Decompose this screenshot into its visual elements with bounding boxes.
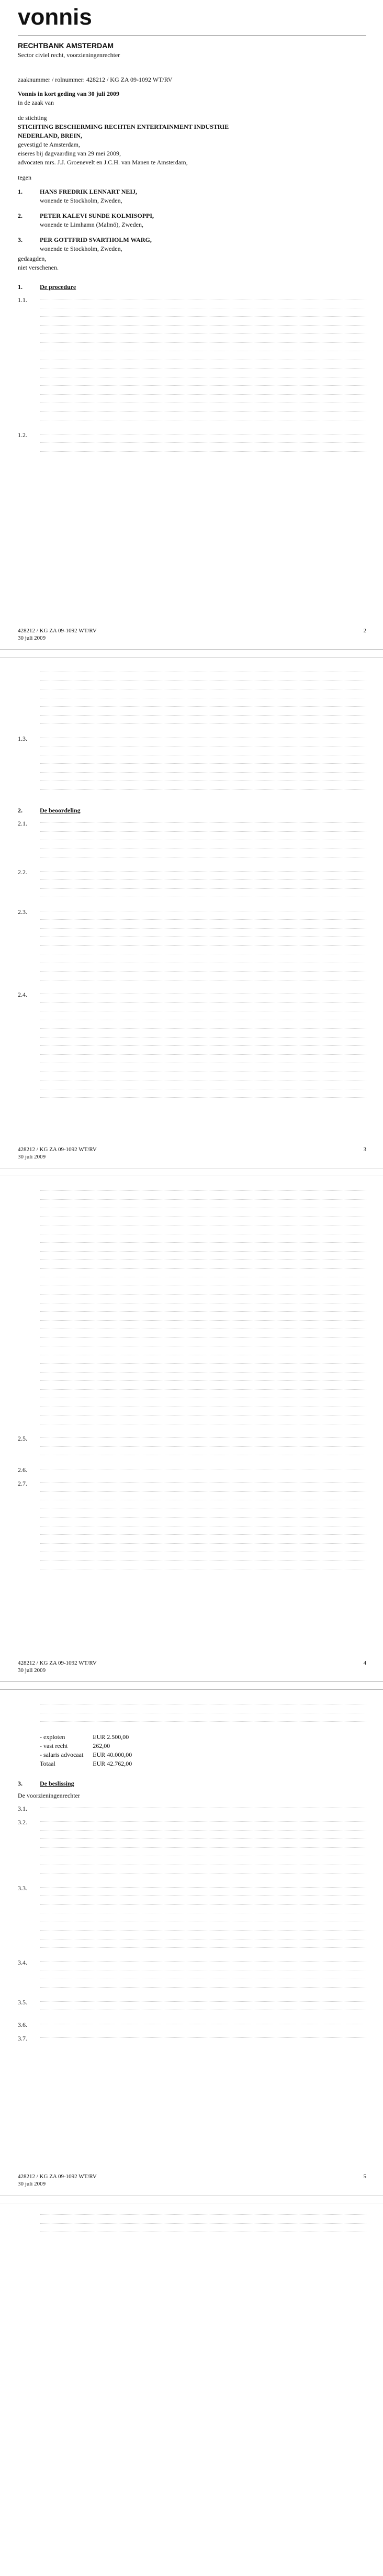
paragraph-text [40,2212,366,2238]
defendant-2 [18,212,366,230]
costs-intro [18,1701,366,1727]
cost-value: EUR 42.762,00 [93,1759,132,1767]
costs-row [40,1733,141,1742]
paragraph-text [40,1701,366,1727]
paragraph-number: 3.2. [18,1819,27,1826]
page-5 [0,2203,383,2576]
closing-paragraph [18,2212,366,2238]
defendant-number: 1. [18,188,22,195]
footer-case: 428212 / KG ZA 09-1092 WT/RV [18,628,97,634]
paragraph-text [40,2021,366,2030]
paragraph-2-2 [18,868,366,903]
page-separator [0,2195,383,2203]
page-separator [0,1168,383,1176]
paragraph-1-1 [18,296,366,426]
decision-item-3-6 [18,2021,366,2030]
costs-table [40,1733,141,1768]
decision-item-3-7 [18,2035,366,2044]
paragraph-number: 2.4. [18,991,27,998]
defendant-name: PETER KALEVI SUNDE KOLMISOPPI, [40,212,154,219]
cost-value: EUR 2.500,00 [93,1733,129,1741]
footer-page-number: 4 [363,1660,366,1666]
section-title: De beslissing [40,1779,74,1787]
paragraph-number: 3.1. [18,1804,27,1812]
page-3 [0,1176,383,1681]
paragraph-text [40,1480,366,1575]
defendant-name: PER GOTTFRID SVARTHOLM WARG, [40,236,152,243]
defendant-3 [18,236,366,254]
page-separator [0,649,383,657]
plaintiff-seat: gevestigd te Amsterdam, [18,141,80,148]
paragraph-number: 3.4. [18,1958,27,1966]
paragraph-text [40,1999,366,2016]
decision-item-3-3 [18,1884,366,1954]
section-title: De beoordeling [40,807,81,814]
court-sector: Sector civiel recht, voorzieningenrechter [18,51,120,59]
paragraph-text [40,2035,366,2044]
decision-item-3-4 [18,1959,366,1993]
section-heading-procedure [18,283,366,291]
costs-row [40,1742,141,1750]
paragraph-number: 2.6. [18,1466,27,1474]
paragraph-number: 3.6. [18,2021,27,2028]
cost-label: - salaris advocaat [40,1750,84,1758]
plaintiff-role: eiseres bij dagvaarding van 29 mei 2009, [18,150,121,157]
paragraph-text [40,1435,366,1461]
paragraph-1-3 [18,735,366,796]
defendant-number: 3. [18,236,22,243]
paragraph-text [40,735,366,796]
footer-page-number: 2 [363,628,366,634]
paragraph-text [40,296,366,426]
paragraph-number: 1.2. [18,431,27,439]
document-title: vonnis [18,4,92,30]
cost-label: - exploten [40,1733,65,1741]
page-2 [0,657,383,1168]
page-footer [18,2173,366,2188]
verdict-heading: Vonnis in kort geding van 30 juli 2009 [18,90,119,97]
paragraph-number: 2.5. [18,1435,27,1442]
paragraph-text [40,431,366,458]
page-4 [0,1690,383,2195]
paragraph-text [40,1188,366,1430]
paragraph-text [40,908,366,986]
footer-date: 30 juli 2009 [18,1667,46,1674]
decision-item-3-1 [18,1805,366,1814]
paragraph-2-5 [18,1435,366,1461]
costs-row [40,1750,141,1759]
plaintiff-name-line-2: NEDERLAND, BREIN, [18,132,83,139]
plaintiff-intro: de stichting [18,114,47,121]
page-footer [18,1659,366,1674]
paragraph-number: 1.1. [18,296,27,304]
plaintiff-block [18,114,366,166]
decision-item-3-5 [18,1999,366,2016]
cost-label: - vast recht [40,1742,68,1749]
against-label: tegen [18,174,31,181]
footer-date: 30 juli 2009 [18,635,46,641]
paragraph-number: 3.3. [18,1884,27,1892]
paragraph-2-6 [18,1466,366,1475]
paragraph-text [40,669,366,730]
costs-row [40,1759,141,1768]
paragraph-2-4 [18,991,366,1103]
paragraph-2-7 [18,1480,366,1575]
decision-intro: De voorzieningenrechter [18,1791,80,1799]
defendant-1 [18,188,366,206]
paragraph-number: 2.3. [18,908,27,916]
footer-case: 428212 / KG ZA 09-1092 WT/RV [18,2173,97,2180]
defendants-closing-1: gedaagden, [18,255,47,262]
paragraph-text [40,1884,366,1954]
paragraph-text [40,991,366,1103]
paragraph-continued [18,669,366,730]
section-title: De procedure [40,283,76,291]
paragraph-number: 3.5. [18,1998,27,2006]
section-number: 2. [18,807,22,814]
paragraph-text [40,1959,366,1993]
defendant-name: HANS FREDRIK LENNART NEIJ, [40,188,138,195]
footer-page-number: 5 [363,2173,366,2180]
paragraph-continued [18,1188,366,1430]
footer-date: 30 juli 2009 [18,2181,46,2187]
paragraph-number [18,2212,40,2238]
paragraph-2-1 [18,820,366,863]
paragraph-number: 2.7. [18,1480,27,1487]
cost-label: Totaal [40,1759,55,1767]
paragraph-number [18,1701,40,1727]
section-number: 1. [18,283,22,291]
section-heading-assessment [18,807,366,815]
page-separator [0,1681,383,1690]
defendant-residence: wonende te Stockholm, Zweden, [40,245,122,252]
footer-case: 428212 / KG ZA 09-1092 WT/RV [18,1146,97,1153]
case-number: zaaknummer / rolnummer: 428212 / KG ZA 09-1092 WT/RV [18,76,173,83]
paragraph-2-3 [18,908,366,986]
paragraph-number [18,1188,40,1430]
paragraph-number: 3.7. [18,2035,27,2042]
section-number: 3. [18,1779,22,1787]
paragraph-1-2 [18,431,366,458]
page-footer [18,1146,366,1161]
footer-date: 30 juli 2009 [18,1154,46,1160]
page-footer [18,627,366,642]
defendant-residence: wonende te Limhamn (Malmö), Zweden, [40,221,143,228]
paragraph-number: 2.1. [18,820,27,827]
case-intro: in de zaak van [18,99,54,106]
plaintiff-counsel: advocaten mrs. J.J. Groenevelt en J.C.H. van Manen te Amsterdam, [18,159,188,166]
defendant-number: 2. [18,212,22,219]
paragraph-text [40,1819,366,1879]
footer-case: 428212 / KG ZA 09-1092 WT/RV [18,1660,97,1666]
paragraph-number [18,669,40,730]
decision-item-3-2 [18,1819,366,1879]
paragraph-text [40,1805,366,1814]
cost-value: EUR 40.000,00 [93,1750,132,1758]
paragraph-number: 1.3. [18,734,27,742]
defendant-residence: wonende te Stockholm, Zweden, [40,197,122,204]
defendants-closing-2: niet verschenen. [18,264,59,271]
paragraph-text [40,868,366,903]
paragraph-text [40,820,366,863]
court-name: RECHTBANK AMSTERDAM [18,41,114,50]
defendants-block [18,188,366,272]
footer-page-number: 3 [363,1146,366,1153]
plaintiff-name-line-1: STICHTING BESCHERMING RECHTEN ENTERTAINMENT INDUSTRIE [18,123,229,130]
cost-value: 262,00 [93,1742,110,1749]
paragraph-text [40,1466,366,1475]
paragraph-number: 2.2. [18,868,27,876]
section-heading-decision [18,1780,366,1788]
page-1 [0,0,383,649]
